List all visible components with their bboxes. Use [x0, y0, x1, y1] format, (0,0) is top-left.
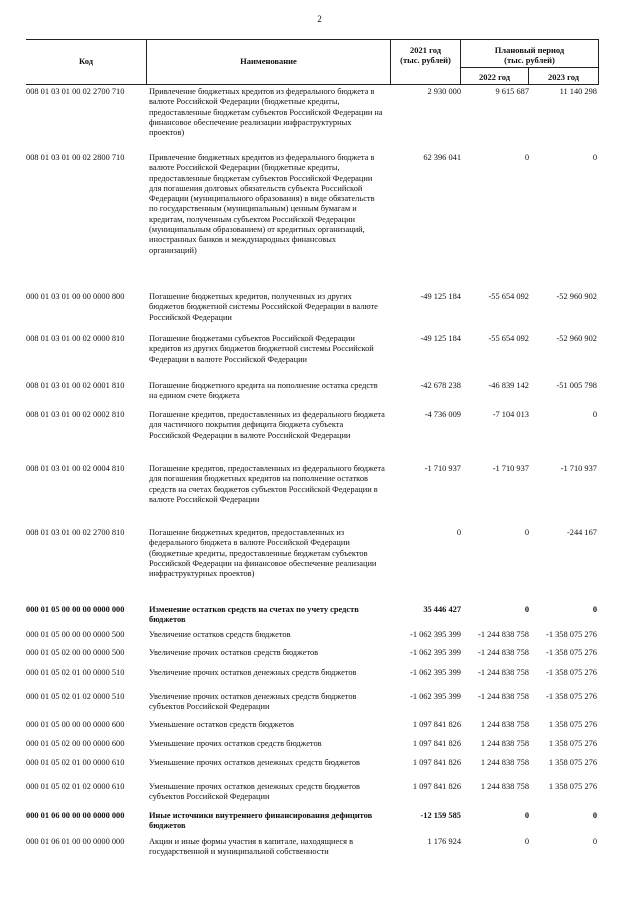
page-number: 2 [317, 14, 322, 24]
row-name: Уменьшение остатков средств бюджетов [149, 720, 295, 729]
row-value-2022: -7 104 013 [492, 410, 529, 419]
row-value-2021: 2 930 000 [427, 87, 461, 96]
header-2023: 2023 год [547, 72, 580, 82]
col-divider-5 [598, 39, 599, 85]
row-value-2023: 0 [592, 811, 597, 820]
row-name: Погашение бюджетных кредитов, предоставленных из федерального бюджета в валюте Российской Федерации (бюджетные кредиты, предоставленные бюджетам субъектов Российской Федерации на финансовое обеспечение реализации инфраструктурных проектов) [149, 528, 377, 579]
row-name: Погашение бюджетами субъектов Российской Федерации кредитов из других бюджетов бюджетной системы Российской Федерации в валюте Российской Федерации [149, 334, 374, 364]
row-value-2023: 1 358 075 276 [548, 739, 597, 748]
row-name: Уменьшение прочих остатков денежных средств бюджетов [149, 758, 360, 767]
row-code: 000 01 03 01 00 00 0000 800 [26, 292, 125, 301]
row-code: 008 01 03 01 00 02 2700 810 [26, 528, 125, 537]
row-name: Погашение бюджетного кредита на пополнение остатка средств на едином счете бюджета [149, 381, 378, 401]
row-name: Уменьшение прочих остатков средств бюджетов [149, 739, 322, 748]
row-code: 008 01 03 01 00 02 2700 710 [26, 87, 125, 96]
row-name: Иные источники внутреннего финансирования дефицитов бюджетов [149, 811, 373, 831]
row-value-2023: -52 960 902 [556, 334, 597, 343]
row-value-2021: -4 736 009 [424, 410, 461, 419]
row-value-2023: -1 358 075 276 [546, 630, 597, 639]
row-value-2022: -55 654 092 [488, 334, 529, 343]
row-value-2021: -42 678 238 [420, 381, 461, 390]
row-value-2023: 0 [592, 153, 597, 162]
row-value-2021: 1 097 841 826 [412, 739, 461, 748]
row-name: Акции и иные формы участия в капитале, находящиеся в государственной и муниципальной собственности [149, 837, 354, 857]
row-value-2023: 1 358 075 276 [548, 782, 597, 791]
row-name: Погашение кредитов, предоставленных из федерального бюджета для погашения бюджетных кредитов на пополнение остатков средств на счетах бюджетов субъектов Российской Федерации в валюте Российской Федерации [149, 464, 385, 504]
row-value-2023: -1 358 075 276 [546, 648, 597, 657]
row-value-2022: 0 [524, 811, 529, 820]
planned-split-rule [460, 67, 598, 68]
row-value-2023: 1 358 075 276 [548, 758, 597, 767]
row-code: 000 01 05 02 00 00 0000 600 [26, 739, 125, 748]
row-value-2023: -51 005 798 [556, 381, 597, 390]
row-value-2022: 0 [524, 528, 529, 537]
row-value-2023: 0 [592, 410, 597, 419]
row-code: 008 01 03 01 00 02 0001 810 [26, 381, 125, 390]
row-value-2022: 0 [524, 153, 529, 162]
row-value-2021: -49 125 184 [420, 334, 461, 343]
row-value-2022: -1 710 937 [492, 464, 529, 473]
row-value-2021: -49 125 184 [420, 292, 461, 301]
row-value-2021: -1 710 937 [424, 464, 461, 473]
row-code: 000 01 06 00 00 00 0000 000 [26, 811, 125, 820]
row-value-2021: 35 446 427 [423, 605, 461, 614]
row-value-2023: 1 358 075 276 [548, 720, 597, 729]
row-code: 008 01 03 01 00 02 0004 810 [26, 464, 125, 473]
row-code: 008 01 03 01 00 02 0000 810 [26, 334, 125, 343]
row-code: 000 01 05 02 01 02 0000 610 [26, 782, 125, 791]
header-2021-unit: (тыс. рублей) [400, 55, 451, 65]
row-value-2023: -244 167 [566, 528, 597, 537]
row-value-2022: 0 [524, 837, 529, 846]
row-value-2022: -55 654 092 [488, 292, 529, 301]
row-value-2021: -1 062 395 399 [410, 630, 461, 639]
row-value-2023: -1 358 075 276 [546, 692, 597, 701]
row-value-2022: 1 244 838 758 [480, 720, 529, 729]
header-2022: 2022 год [478, 72, 511, 82]
header-code: Код [78, 56, 94, 66]
row-code: 000 01 05 02 01 00 0000 610 [26, 758, 125, 767]
row-name: Увеличение прочих остатков денежных средств бюджетов субъектов Российской Федерации [149, 692, 357, 712]
row-value-2023: -1 358 075 276 [546, 668, 597, 677]
header-name: Наименование [240, 56, 297, 66]
row-value-2022: -1 244 838 758 [478, 692, 529, 701]
row-value-2021: 1 176 924 [427, 837, 461, 846]
row-code: 000 01 05 00 00 00 0000 500 [26, 630, 125, 639]
row-value-2021: 1 097 841 826 [412, 720, 461, 729]
row-name: Уменьшение прочих остатков денежных средств бюджетов субъектов Российской Федерации [149, 782, 360, 802]
row-value-2021: -1 062 395 399 [410, 668, 461, 677]
row-code: 008 01 03 01 00 02 0002 810 [26, 410, 125, 419]
header-bottom-rule [26, 84, 598, 85]
row-code: 000 01 05 02 01 02 0000 510 [26, 692, 125, 701]
row-name: Увеличение прочих остатков денежных средств бюджетов [149, 668, 357, 677]
row-value-2021: -12 159 585 [420, 811, 461, 820]
row-value-2021: 1 097 841 826 [412, 782, 461, 791]
row-value-2022: -1 244 838 758 [478, 668, 529, 677]
row-value-2023: -1 710 937 [560, 464, 597, 473]
row-value-2023: 11 140 298 [559, 87, 597, 96]
row-value-2023: -52 960 902 [556, 292, 597, 301]
row-name: Привлечение бюджетных кредитов из федерального бюджета в валюте Российской Федерации (бюджетные кредиты, предоставленные бюджетам субъектов Российской Федерации для погашения долговых обязательств субъекта Российской Федерации (муниципального образования) в виде обязательств по государственным (муниципальным) ценным бумагам и кредитам, полученным субъектом Российской Федерации (муниципальным образованием) от кредитных организаций, иностранных банков и международных финансовых организаций) [149, 153, 375, 255]
row-value-2022: 0 [524, 605, 529, 614]
row-name: Увеличение остатков средств бюджетов [149, 630, 291, 639]
row-value-2022: 9 615 687 [495, 87, 529, 96]
row-code: 000 01 06 01 00 00 0000 000 [26, 837, 125, 846]
row-value-2023: 0 [592, 605, 597, 614]
row-code: 000 01 05 02 00 00 0000 500 [26, 648, 125, 657]
header-top-rule [26, 39, 598, 40]
row-value-2022: -46 839 142 [488, 381, 529, 390]
row-code: 000 01 05 02 01 00 0000 510 [26, 668, 125, 677]
row-value-2023: 0 [592, 837, 597, 846]
row-value-2021: 1 097 841 826 [412, 758, 461, 767]
row-value-2022: -1 244 838 758 [478, 648, 529, 657]
row-value-2021: 0 [456, 528, 461, 537]
row-value-2022: -1 244 838 758 [478, 630, 529, 639]
row-value-2021: -1 062 395 399 [410, 648, 461, 657]
row-code: 000 01 05 00 00 00 0000 600 [26, 720, 125, 729]
row-name: Изменение остатков средств на счетах по учету средств бюджетов [149, 605, 359, 625]
row-value-2022: 1 244 838 758 [480, 739, 529, 748]
row-value-2021: -1 062 395 399 [410, 692, 461, 701]
header-planned: Плановый период [494, 45, 565, 55]
row-code: 008 01 03 01 00 02 2800 710 [26, 153, 125, 162]
row-value-2022: 1 244 838 758 [480, 782, 529, 791]
row-name: Привлечение бюджетных кредитов из федерального бюджета в валюте Российской Федерации (бюджетные кредиты, предоставленные бюджетам субъектов Российской Федерации на финансовое обеспечение реализации инфраструктурных проектов) [149, 87, 383, 138]
header-2021-year: 2021 год [409, 45, 442, 55]
row-value-2022: 1 244 838 758 [480, 758, 529, 767]
row-value-2021: 62 396 041 [423, 153, 461, 162]
header-planned-unit: (тыс. рублей) [504, 55, 555, 65]
row-name: Увеличение прочих остатков средств бюджетов [149, 648, 319, 657]
row-code: 000 01 05 00 00 00 0000 000 [26, 605, 125, 614]
row-name: Погашение кредитов, предоставленных из федерального бюджета для частичного покрытия дефицита бюджета субъекта Российской Федерации в валюте Российской Федерации [149, 410, 385, 440]
row-name: Погашение бюджетных кредитов, полученных из других бюджетов бюджетной системы Российской Федерации в валюте Российской Федерации [149, 292, 378, 322]
